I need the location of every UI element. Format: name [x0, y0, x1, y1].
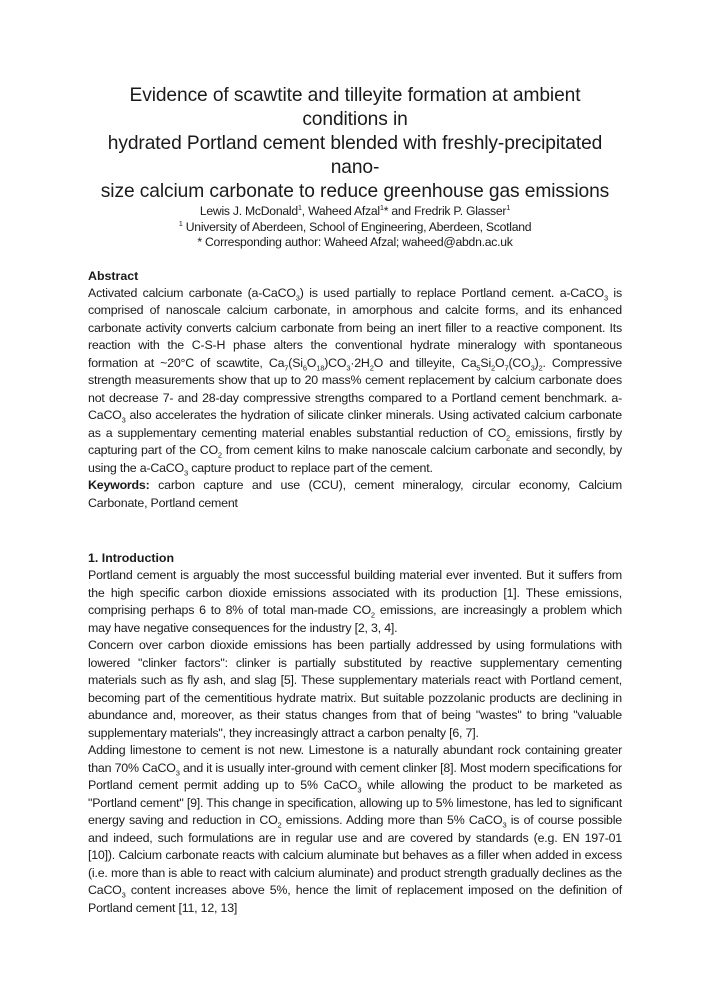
abstract-text: Activated calcium carbonate (a-CaCO	[88, 285, 296, 300]
subscript: 3	[357, 785, 362, 795]
intro-paragraph-3	[88, 742, 622, 917]
author-affil-marker: 1	[506, 202, 511, 212]
subscript: 3	[346, 362, 351, 372]
subscript: 3	[530, 362, 535, 372]
subscript: 3	[502, 820, 507, 830]
abstract-text: (Si	[288, 355, 303, 370]
corresponding-marker: * and	[383, 204, 415, 218]
affil-marker: 1	[178, 218, 183, 228]
subscript: 3	[121, 890, 126, 900]
paper-page	[88, 84, 622, 917]
abstract-text: is comprised of nanoscale calcium carbonate, in amorphous and calcite forms, and its enhanced carbonate activity converts calcium carbonate from being an inert filler to a reactive component. Its reaction with the C-S-H phase alters the conventional hydrate mineralogy with spontaneous formation at ~20°C of scawtite, Ca	[88, 285, 622, 370]
author-separator: ,	[301, 204, 309, 218]
paragraph-text: and it is usually inter-ground with cement clinker [8]. Most modern specifications for Portland cement permit adding up to 5% CaCO	[88, 760, 622, 792]
abstract-text: ·2H	[350, 355, 370, 370]
abstract-body	[88, 285, 622, 478]
title-line-1: Evidence of scawtite and tilleyite formation at ambient conditions in	[129, 85, 581, 130]
paragraph-text: emissions. Adding more than 5% CaCO	[281, 813, 503, 827]
author-afzal: Waheed Afzal	[308, 204, 380, 218]
author-affil-marker: 1	[297, 202, 302, 212]
subscript: 5	[476, 362, 481, 372]
intro-paragraph-1	[88, 567, 622, 637]
abstract-text: ) is used partially to replace Portland cement. a-CaCO	[299, 285, 604, 300]
author-affil-marker: 1	[379, 202, 384, 212]
abstract-text: also accelerates the hydration of silicate clinker minerals. Using activated calcium carbonate as a supplementary cementing material enables substantial reduction of CO	[88, 408, 622, 440]
paragraph-text: emissions, are increasingly a problem which may have negative consequences for the industry [2, 3, 4].	[88, 603, 622, 635]
subscript: 2	[277, 820, 282, 830]
keywords-label: Keywords:	[88, 478, 150, 492]
subscript: 3	[295, 292, 300, 302]
paragraph-text: is of course possible and indeed, such formulations are in regular use and are covered by standards (e.g. EN 197-01 [10]). Calcium carbonate reacts with calcium aluminate but behaves as a filler when added in excess (i.e. more than is able to react with calcium aluminate) and product strength gradually declines as the CaCO	[88, 813, 622, 897]
abstract-text: )	[534, 355, 539, 370]
paragraph-text: Adding limestone to cement is not new. Limestone is a naturally abundant rock containing greater than 70% CaCO	[88, 743, 622, 775]
title-line-3: size calcium carbonate to reduce greenhouse gas emissions	[100, 181, 610, 202]
abstract-text: O and tilleyite, Ca	[373, 355, 477, 370]
affiliation	[88, 220, 622, 236]
subscript: 18	[316, 362, 325, 372]
abstract-text: . Compressive strength measurements show that up to 20 mass% cement replacement by calcium carbonate does not decrease 7- and 28-day compressive strengths compared to a Portland cement benchmark. a-CaCO	[88, 355, 622, 422]
author-list	[88, 204, 622, 220]
paragraph-text: Portland cement is arguably the most successful building material ever invented. But it suffers from the high specific carbon dioxide emissions associated with its production [1]. These emissions, comprising perhaps 6 to 8% of total man-made CO	[88, 568, 622, 617]
subscript: 6	[302, 362, 307, 372]
subscript: 7	[284, 362, 289, 372]
subscript: 2	[370, 610, 375, 620]
affiliation-text: University of Aberdeen, School of Engineering, Aberdeen, Scotland	[182, 219, 532, 234]
subscript: 7	[504, 362, 509, 372]
title-line-2: hydrated Portland cement blended with freshly-precipitated nano-	[107, 133, 603, 178]
keywords-text: carbon capture and use (CCU), cement mineralogy, circular economy, Calcium Carbonate, Portland cement	[88, 478, 622, 510]
abstract-text: capture product to replace part of the cement.	[187, 460, 433, 475]
introduction-heading: 1. Introduction	[88, 551, 175, 565]
abstract-text: O	[495, 355, 505, 370]
abstract-text: )CO	[324, 355, 347, 370]
abstract-text: emissions, firstly by capturing part of the CO	[88, 425, 623, 457]
subscript: 2	[491, 362, 496, 372]
author-glasser: Fredrik P. Glasser	[414, 204, 507, 218]
abstract-heading: Abstract	[88, 268, 139, 283]
subscript: 2	[506, 432, 511, 442]
subscript: 3	[183, 467, 188, 477]
subscript: 3	[175, 767, 180, 777]
paragraph-text: while allowing the product to be marketed as "Portland cement" [9]. This change in specification, allowing up to 5% limestone, has led to significant energy saving and reduction in CO	[88, 778, 622, 827]
abstract-text: from cement kilns to make nanoscale calcium carbonate and secondly, by using the a-CaCO	[88, 443, 622, 475]
subscript: 3	[603, 292, 608, 302]
paper-title	[88, 84, 622, 204]
corresponding-author: * Corresponding author: Waheed Afzal; waheed@abdn.ac.uk	[197, 235, 513, 249]
abstract-text: Si	[480, 355, 492, 370]
abstract-text: (CO	[508, 355, 531, 370]
intro-paragraph-2: Concern over carbon dioxide emissions has been partially addressed by using formulations with lowered "clinker factors": clinker is partially substituted by reactive supplementary cementing materials such as fly ash, and slag [5]. These supplementary materials react with Portland cement, becoming part of the cementitious hydrate matrix. But suitable pozzolanic products are declining in abundance and, moreover, as their status changes from that of being "wastes" to bring "valuable supplementary materials", they increasingly attract a carbon penalty [6, 7].	[88, 638, 622, 740]
subscript: 3	[121, 415, 126, 425]
keywords	[88, 477, 622, 512]
subscript: 2	[538, 362, 543, 372]
author-mcdonald: Lewis J. McDonald	[199, 204, 298, 218]
subscript: 2	[369, 362, 374, 372]
paragraph-text: content increases above 5%, hence the limit of replacement imposed on the definition of Portland cement [11, 12, 13]	[88, 883, 622, 915]
subscript: 2	[217, 450, 222, 460]
abstract-text: O	[306, 355, 317, 370]
